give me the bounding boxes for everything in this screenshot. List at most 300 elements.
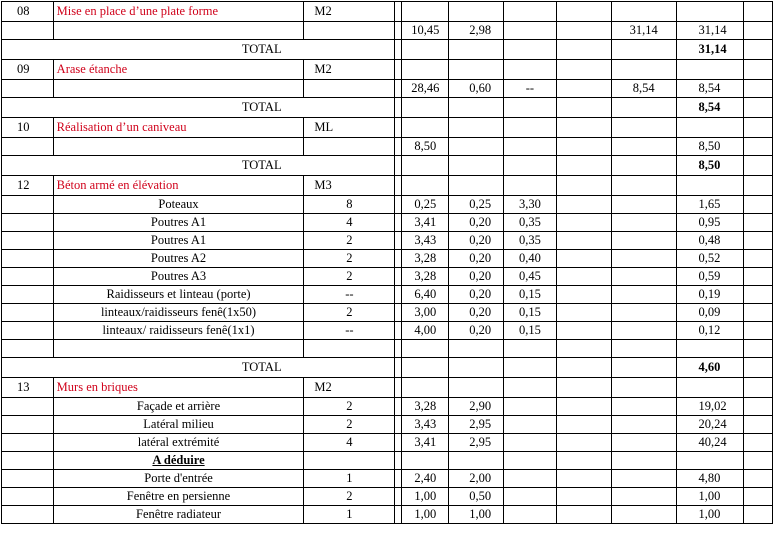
total-label: TOTAL [2, 156, 395, 176]
empty-cell [395, 470, 402, 488]
length-value: 3,28 [402, 250, 449, 268]
section-title: Arase étanche [53, 60, 304, 80]
result-value: 8,50 [676, 138, 744, 156]
empty-cell [395, 304, 402, 322]
section-unit: M2 [304, 2, 395, 22]
empty-cell [395, 286, 402, 304]
empty-cell [395, 452, 402, 470]
item-description [53, 22, 304, 40]
empty-cell [2, 340, 54, 358]
height-value [504, 452, 557, 470]
width-value: 0,20 [449, 214, 504, 232]
empty-cell [395, 506, 402, 524]
empty-cell [744, 304, 773, 322]
quantity-count: 4 [304, 434, 395, 452]
result-value: 0,95 [676, 214, 744, 232]
extra-value [611, 470, 676, 488]
extra-value [611, 488, 676, 506]
extra-value [611, 340, 676, 358]
empty-cell [2, 286, 54, 304]
extra-value [611, 452, 676, 470]
empty-cell [402, 358, 449, 378]
empty-cell [556, 286, 611, 304]
total-row [2, 98, 773, 118]
length-value: 8,50 [402, 138, 449, 156]
empty-cell [449, 358, 504, 378]
extra-value: 31,14 [611, 22, 676, 40]
empty-cell [556, 118, 611, 138]
height-value [504, 22, 557, 40]
empty-cell [744, 196, 773, 214]
height-value [504, 506, 557, 524]
empty-cell [556, 40, 611, 60]
empty-cell [395, 2, 402, 22]
item-description: Poutres A1 [53, 232, 304, 250]
result-value: 31,14 [676, 22, 744, 40]
empty-cell [556, 214, 611, 232]
result-value: 0,12 [676, 322, 744, 340]
height-value: 0,15 [504, 286, 557, 304]
empty-cell [395, 118, 402, 138]
total-row [2, 156, 773, 176]
table-row [2, 250, 773, 268]
item-description: linteaux/raidisseurs fenê(1x50) [53, 304, 304, 322]
empty-cell [556, 340, 611, 358]
empty-cell [676, 118, 744, 138]
empty-cell [2, 196, 54, 214]
item-description: Raidisseurs et linteau (porte) [53, 286, 304, 304]
empty-cell [395, 214, 402, 232]
empty-cell [556, 416, 611, 434]
width-value: 1,00 [449, 506, 504, 524]
extra-value [611, 286, 676, 304]
empty-cell [611, 156, 676, 176]
table-row [2, 452, 773, 470]
width-value: 2,90 [449, 398, 504, 416]
table-row [2, 286, 773, 304]
table-row [2, 80, 773, 98]
table-row [2, 434, 773, 452]
empty-cell [2, 488, 54, 506]
table-row [2, 340, 773, 358]
height-value: 3,30 [504, 196, 557, 214]
height-value [504, 434, 557, 452]
table-row [2, 398, 773, 416]
section-header-row [2, 60, 773, 80]
empty-cell [744, 506, 773, 524]
empty-cell [556, 232, 611, 250]
empty-cell [395, 60, 402, 80]
empty-cell [611, 378, 676, 398]
extra-value [611, 138, 676, 156]
empty-cell [556, 250, 611, 268]
quantity-count: 2 [304, 250, 395, 268]
empty-cell [744, 118, 773, 138]
empty-cell [744, 488, 773, 506]
empty-cell [744, 2, 773, 22]
empty-cell [2, 470, 54, 488]
result-value: 0,19 [676, 286, 744, 304]
quantity-count: 2 [304, 304, 395, 322]
quantity-count [304, 452, 395, 470]
empty-cell [2, 398, 54, 416]
empty-cell [2, 268, 54, 286]
section-number: 09 [2, 60, 54, 80]
quantity-count: 1 [304, 506, 395, 524]
empty-cell [402, 176, 449, 196]
empty-cell [556, 358, 611, 378]
section-number: 10 [2, 118, 54, 138]
empty-cell [556, 22, 611, 40]
empty-cell [395, 196, 402, 214]
empty-cell [449, 60, 504, 80]
extra-value [611, 416, 676, 434]
empty-cell [556, 196, 611, 214]
empty-cell [402, 2, 449, 22]
width-value: 2,95 [449, 434, 504, 452]
height-value [504, 470, 557, 488]
empty-cell [744, 214, 773, 232]
empty-cell [395, 488, 402, 506]
empty-cell [2, 452, 54, 470]
empty-cell [395, 358, 402, 378]
empty-cell [395, 416, 402, 434]
empty-cell [449, 156, 504, 176]
empty-cell [449, 118, 504, 138]
length-value [402, 452, 449, 470]
total-label: TOTAL [2, 358, 395, 378]
section-header-row [2, 176, 773, 196]
result-value [676, 340, 744, 358]
empty-cell [611, 60, 676, 80]
empty-cell [744, 286, 773, 304]
table-row [2, 470, 773, 488]
empty-cell [395, 398, 402, 416]
length-value: 3,41 [402, 434, 449, 452]
section-unit: M2 [304, 60, 395, 80]
empty-cell [395, 378, 402, 398]
empty-cell [744, 250, 773, 268]
item-description: Poutres A3 [53, 268, 304, 286]
empty-cell [395, 232, 402, 250]
empty-cell [744, 98, 773, 118]
empty-cell [402, 60, 449, 80]
empty-cell [402, 378, 449, 398]
empty-cell [2, 322, 54, 340]
length-value: 3,43 [402, 232, 449, 250]
quantity-count: 4 [304, 214, 395, 232]
empty-cell [676, 2, 744, 22]
quantity-count: 2 [304, 416, 395, 434]
empty-cell [504, 118, 557, 138]
total-row [2, 358, 773, 378]
empty-cell [395, 22, 402, 40]
section-number: 12 [2, 176, 54, 196]
length-value: 2,40 [402, 470, 449, 488]
length-value: 28,46 [402, 80, 449, 98]
total-value: 8,54 [676, 98, 744, 118]
empty-cell [504, 2, 557, 22]
empty-cell [744, 470, 773, 488]
section-unit: M2 [304, 378, 395, 398]
width-value: 0,25 [449, 196, 504, 214]
empty-cell [744, 232, 773, 250]
empty-cell [744, 322, 773, 340]
empty-cell [744, 378, 773, 398]
empty-cell [556, 60, 611, 80]
empty-cell [744, 176, 773, 196]
extra-value [611, 434, 676, 452]
section-title: Réalisation d’un caniveau [53, 118, 304, 138]
extra-value [611, 398, 676, 416]
empty-cell [395, 340, 402, 358]
table-row [2, 268, 773, 286]
item-description: A déduire [53, 452, 304, 470]
empty-cell [504, 40, 557, 60]
extra-value [611, 322, 676, 340]
table-row [2, 416, 773, 434]
empty-cell [744, 340, 773, 358]
extra-value: 8,54 [611, 80, 676, 98]
empty-cell [744, 416, 773, 434]
width-value: 0,60 [449, 80, 504, 98]
total-value: 8,50 [676, 156, 744, 176]
height-value: 0,15 [504, 304, 557, 322]
table-row [2, 138, 773, 156]
empty-cell [611, 98, 676, 118]
result-value: 8,54 [676, 80, 744, 98]
width-value: 0,20 [449, 232, 504, 250]
section-header-row [2, 2, 773, 22]
table-row [2, 322, 773, 340]
section-number: 13 [2, 378, 54, 398]
item-description [53, 138, 304, 156]
height-value [504, 398, 557, 416]
quantity-count: 2 [304, 268, 395, 286]
section-header-row [2, 378, 773, 398]
result-value: 0,48 [676, 232, 744, 250]
extra-value [611, 250, 676, 268]
empty-cell [611, 176, 676, 196]
empty-cell [449, 40, 504, 60]
length-value: 3,28 [402, 268, 449, 286]
empty-cell [556, 488, 611, 506]
empty-cell [556, 506, 611, 524]
empty-cell [395, 176, 402, 196]
height-value [504, 138, 557, 156]
total-label: TOTAL [2, 98, 395, 118]
quantity-count [304, 80, 395, 98]
item-description: Poutres A1 [53, 214, 304, 232]
empty-cell [556, 138, 611, 156]
extra-value [611, 304, 676, 322]
empty-cell [556, 268, 611, 286]
empty-cell [449, 378, 504, 398]
empty-cell [611, 358, 676, 378]
empty-cell [395, 40, 402, 60]
empty-cell [556, 176, 611, 196]
empty-cell [556, 2, 611, 22]
extra-value [611, 232, 676, 250]
empty-cell [744, 22, 773, 40]
result-value: 4,80 [676, 470, 744, 488]
empty-cell [2, 434, 54, 452]
empty-cell [676, 60, 744, 80]
empty-cell [2, 138, 54, 156]
extra-value [611, 214, 676, 232]
empty-cell [744, 138, 773, 156]
item-description: Poutres A2 [53, 250, 304, 268]
item-description: Poteaux [53, 196, 304, 214]
result-value [676, 452, 744, 470]
result-value: 0,59 [676, 268, 744, 286]
item-description: linteaux/ raidisseurs fenê(1x1) [53, 322, 304, 340]
total-row [2, 40, 773, 60]
quantity-count: 2 [304, 488, 395, 506]
item-description: Latéral milieu [53, 416, 304, 434]
empty-cell [504, 176, 557, 196]
width-value: 0,20 [449, 286, 504, 304]
empty-cell [395, 80, 402, 98]
empty-cell [395, 434, 402, 452]
result-value: 20,24 [676, 416, 744, 434]
empty-cell [676, 378, 744, 398]
empty-cell [556, 80, 611, 98]
empty-cell [611, 40, 676, 60]
length-value: 1,00 [402, 488, 449, 506]
quantity-count: -- [304, 286, 395, 304]
result-value: 19,02 [676, 398, 744, 416]
quantity-count [304, 340, 395, 358]
total-label: TOTAL [2, 40, 395, 60]
section-title: Mise en place d’une plate forme [53, 2, 304, 22]
empty-cell [556, 452, 611, 470]
quantity-count: 1 [304, 470, 395, 488]
empty-cell [2, 214, 54, 232]
item-description: Façade et arrière [53, 398, 304, 416]
result-value: 1,00 [676, 488, 744, 506]
extra-value [611, 196, 676, 214]
empty-cell [402, 40, 449, 60]
empty-cell [395, 322, 402, 340]
result-value: 1,00 [676, 506, 744, 524]
item-description: latéral extrémité [53, 434, 304, 452]
height-value: 0,15 [504, 322, 557, 340]
height-value: 0,45 [504, 268, 557, 286]
item-description: Porte d'entrée [53, 470, 304, 488]
empty-cell [611, 118, 676, 138]
empty-cell [2, 250, 54, 268]
total-value: 4,60 [676, 358, 744, 378]
section-unit: M3 [304, 176, 395, 196]
item-description [53, 80, 304, 98]
quantities-table [1, 1, 773, 524]
section-unit: ML [304, 118, 395, 138]
table-row [2, 506, 773, 524]
empty-cell [744, 60, 773, 80]
table-row [2, 214, 773, 232]
extra-value [611, 506, 676, 524]
length-value: 10,45 [402, 22, 449, 40]
height-value: 0,40 [504, 250, 557, 268]
width-value [449, 340, 504, 358]
empty-cell [556, 98, 611, 118]
length-value: 4,00 [402, 322, 449, 340]
empty-cell [402, 118, 449, 138]
empty-cell [504, 60, 557, 80]
section-title: Béton armé en élévation [53, 176, 304, 196]
empty-cell [2, 416, 54, 434]
length-value: 3,41 [402, 214, 449, 232]
width-value: 2,00 [449, 470, 504, 488]
empty-cell [556, 322, 611, 340]
item-description: Fenêtre radiateur [53, 506, 304, 524]
result-value: 0,52 [676, 250, 744, 268]
empty-cell [744, 40, 773, 60]
width-value: 0,20 [449, 268, 504, 286]
empty-cell [504, 358, 557, 378]
empty-cell [611, 2, 676, 22]
width-value: 0,20 [449, 322, 504, 340]
empty-cell [2, 304, 54, 322]
empty-cell [449, 98, 504, 118]
empty-cell [744, 452, 773, 470]
empty-cell [2, 232, 54, 250]
empty-cell [556, 378, 611, 398]
length-value: 6,40 [402, 286, 449, 304]
table-row [2, 232, 773, 250]
height-value [504, 340, 557, 358]
width-value: 0,20 [449, 304, 504, 322]
empty-cell [744, 358, 773, 378]
empty-cell [676, 176, 744, 196]
empty-cell [504, 156, 557, 176]
empty-cell [504, 98, 557, 118]
height-value [504, 416, 557, 434]
table-row [2, 488, 773, 506]
section-header-row [2, 118, 773, 138]
empty-cell [449, 176, 504, 196]
empty-cell [395, 138, 402, 156]
empty-cell [504, 378, 557, 398]
height-value: 0,35 [504, 214, 557, 232]
quantity-count: 2 [304, 398, 395, 416]
width-value: 2,98 [449, 22, 504, 40]
empty-cell [744, 268, 773, 286]
result-value: 0,09 [676, 304, 744, 322]
quantity-count: -- [304, 322, 395, 340]
empty-cell [744, 80, 773, 98]
length-value: 3,43 [402, 416, 449, 434]
length-value: 0,25 [402, 196, 449, 214]
height-value: -- [504, 80, 557, 98]
empty-cell [395, 156, 402, 176]
item-description [53, 340, 304, 358]
quantity-count [304, 138, 395, 156]
empty-cell [2, 80, 54, 98]
total-value: 31,14 [676, 40, 744, 60]
width-value [449, 138, 504, 156]
empty-cell [402, 156, 449, 176]
result-value: 40,24 [676, 434, 744, 452]
length-value [402, 340, 449, 358]
empty-cell [402, 98, 449, 118]
width-value [449, 452, 504, 470]
length-value: 3,28 [402, 398, 449, 416]
empty-cell [744, 156, 773, 176]
empty-cell [556, 156, 611, 176]
width-value: 0,20 [449, 250, 504, 268]
